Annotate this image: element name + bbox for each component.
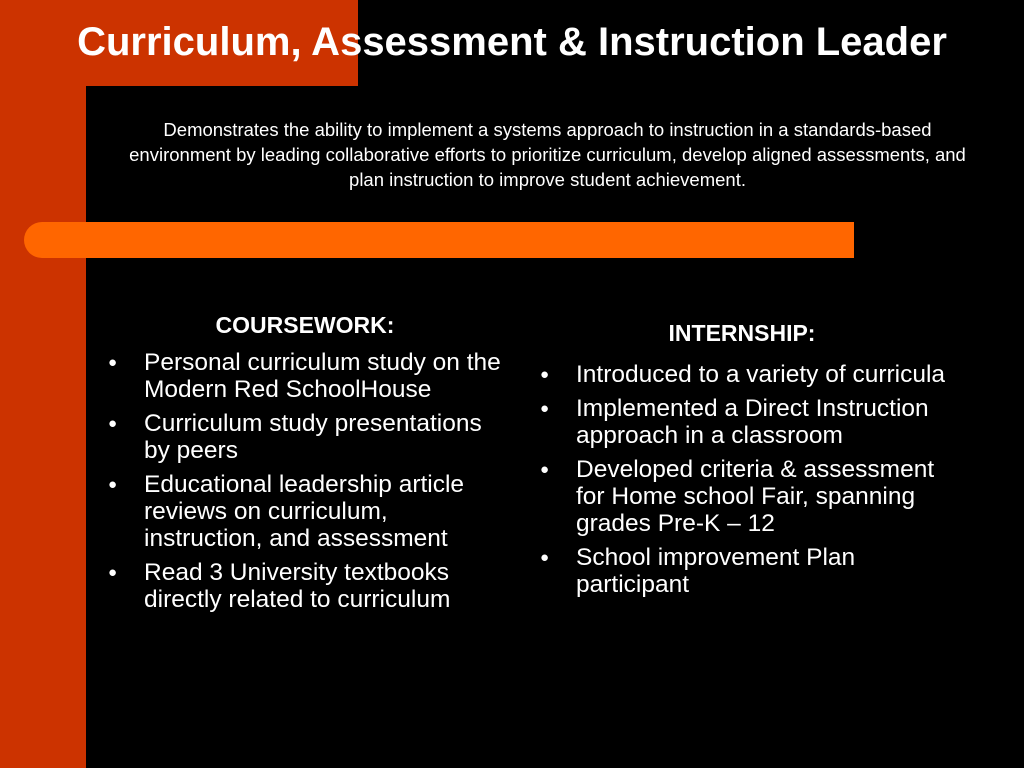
list-item — [100, 410, 510, 464]
list-item — [100, 471, 510, 552]
list-item-text: Curriculum study presentations by peers — [144, 410, 482, 464]
bullet-icon: ● — [108, 476, 118, 493]
list-item-text: Educational leadership article reviews on curriculum, instruction, and assessment — [144, 471, 465, 552]
list-item — [532, 456, 952, 537]
bullet-icon: ● — [108, 564, 118, 581]
internship-list — [532, 361, 952, 598]
internship-column — [532, 315, 952, 605]
list-item-text: School improvement Plan participant — [576, 544, 856, 598]
list-item — [100, 559, 510, 613]
list-item-text: Introduced to a variety of curricula — [576, 361, 946, 388]
list-item-text: Personal curriculum study on the Modern Red SchoolHouse — [144, 349, 501, 403]
bullet-icon: ● — [540, 366, 550, 383]
bullet-icon: ● — [540, 549, 550, 566]
coursework-column — [100, 307, 510, 620]
bullet-icon: ● — [108, 354, 118, 371]
list-item — [532, 361, 952, 388]
slide-title: Curriculum, Assessment & Instruction Leader — [77, 20, 947, 64]
list-item — [532, 544, 952, 598]
internship-heading: INTERNSHIP: — [668, 320, 816, 346]
coursework-list — [100, 349, 510, 613]
bullet-icon: ● — [540, 461, 550, 478]
bullet-icon: ● — [540, 400, 550, 417]
list-item-text: Developed criteria & assessment for Home school Fair, spanning grades Pre-K – 12 — [576, 456, 935, 537]
list-item-text: Read 3 University textbooks directly related to curriculum — [144, 559, 451, 613]
list-item-text: Implemented a Direct Instruction approach in a classroom — [576, 395, 929, 449]
slide-subtitle: Demonstrates the ability to implement a systems approach to instruction in a standards-based environment by leading collaborative efforts to prioritize curriculum, develop aligned assessments, and plan instruction to improve student achievement. — [129, 119, 966, 190]
left-accent-band — [0, 0, 86, 768]
list-item — [100, 349, 510, 403]
list-item — [532, 395, 952, 449]
bullet-icon: ● — [108, 415, 118, 432]
divider-bar — [24, 222, 854, 258]
coursework-heading: COURSEWORK: — [215, 312, 395, 338]
